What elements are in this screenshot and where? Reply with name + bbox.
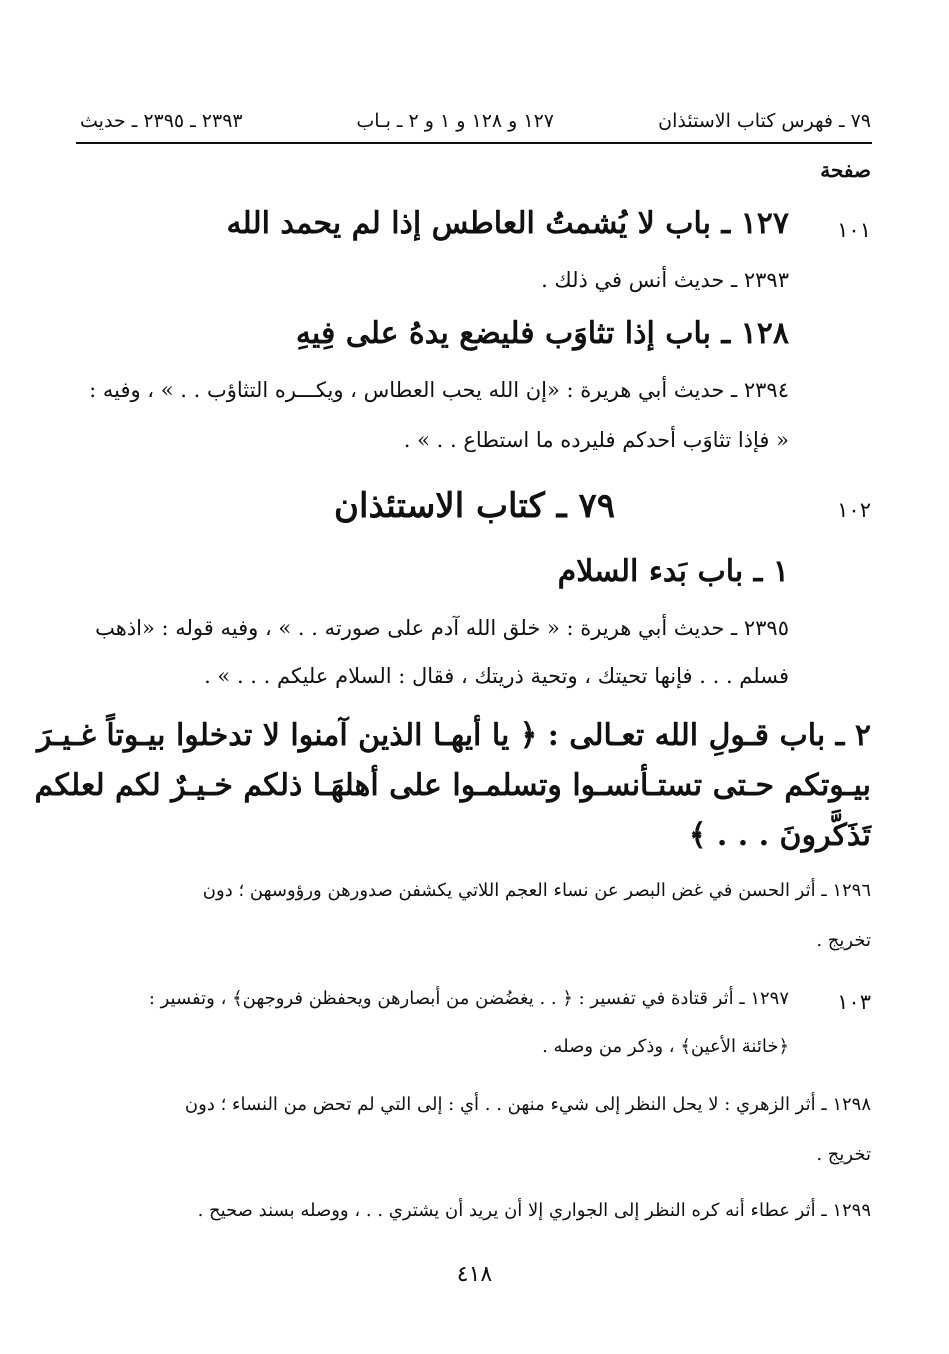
page-ref-102: ١٠٢: [837, 498, 871, 522]
athar-1298-line2: تخريج .: [816, 1144, 871, 1165]
page-ref-101: ١٠١: [837, 218, 871, 242]
header-rule: [76, 142, 872, 144]
page-number: ٤١٨: [456, 1262, 493, 1287]
running-header-left: ٢٣٩٣ ـ ٢٣٩٥ ـ حديث: [80, 110, 243, 132]
athar-1299: ١٢٩٩ ـ أثر عطاء أنه كره النظر إلى الجواري إلا أن يريد أن يشتري . . ، ووصله بسند صحيح .: [197, 1200, 871, 1221]
running-header-right: ٧٩ ـ فهرس كتاب الاستئذان: [658, 110, 871, 132]
athar-1296-line1: ١٢٩٦ ـ أثر الحسن في غض البصر عن نساء العجم اللاتي يكشفن صدورهن ورؤوسهن ؛ دون: [202, 880, 871, 901]
bab-2-title-line3: تَذَكَّرونَ . . . ﴾: [688, 818, 871, 853]
bab-127-title: ١٢٧ ـ باب لا يُشمتُ العاطس إذا لم يحمد الله: [226, 206, 789, 241]
hadith-2394-line1: ٢٣٩٤ ـ حديث أبي هريرة : «إن الله يحب العطاس ، ويكـــره التثاؤب . . » ، وفيه :: [89, 378, 789, 402]
athar-1297-line2: ﴿خائنة الأعين﴾ ، وذكر من وصله .: [542, 1036, 789, 1057]
page-ref-103: ١٠٣: [837, 990, 871, 1014]
kitab-79-title: ٧٩ ـ كتاب الاستئذان: [334, 486, 615, 526]
page-column-label: صفحة: [820, 158, 871, 182]
running-header-middle: ١٢٧ و ١٢٨ و ١ و ٢ ـ بـاب: [356, 110, 554, 132]
bab-2-title-line2: بيـوتكم حـتى تستـأنسـوا وتسلمـوا على أهلهَـا ذلكم خـيـرٌ لكم لعلكم: [34, 768, 871, 803]
bab-2-title-line1: ٢ ـ باب قـولِ الله تعـالى : ﴿ يا أيهـا الذين آمنوا لا تدخلوا بيـوتاً غـيـرَ: [37, 718, 871, 753]
bab-128-title: ١٢٨ ـ باب إذا تثاوَب فليضع يدهُ على فِيهِ: [295, 316, 789, 351]
hadith-2394-line2: « فإذا تثاوَب أحدكم فليرده ما استطاع . . » .: [403, 428, 789, 452]
athar-1297-line1: ١٢٩٧ ـ أثر قتادة في تفسير : ﴿ . . يغضُضن من أبصارهن ويحفظن فروجهن﴾ ، وتفسير :: [148, 988, 789, 1009]
bab-1-title: ١ ـ باب بَدء السلام: [557, 554, 789, 589]
athar-1298-line1: ١٢٩٨ ـ أثر الزهري : لا يحل النظر إلى شيء منهن . . أي : إلى التي لم تحض من النساء ؛ دون: [184, 1094, 871, 1115]
hadith-2393: ٢٣٩٣ ـ حديث أنس في ذلك .: [541, 268, 789, 292]
hadith-2395-line2: فسلم . . . فإنها تحيتك ، وتحية ذريتك ، فقال : السلام عليكم . . . » .: [204, 664, 789, 688]
hadith-2395-line1: ٢٣٩٥ ـ حديث أبي هريرة : « خلق الله آدم على صورته . . » ، وفيه قوله : «اذهب: [95, 616, 789, 640]
athar-1296-line2: تخريج .: [816, 930, 871, 951]
